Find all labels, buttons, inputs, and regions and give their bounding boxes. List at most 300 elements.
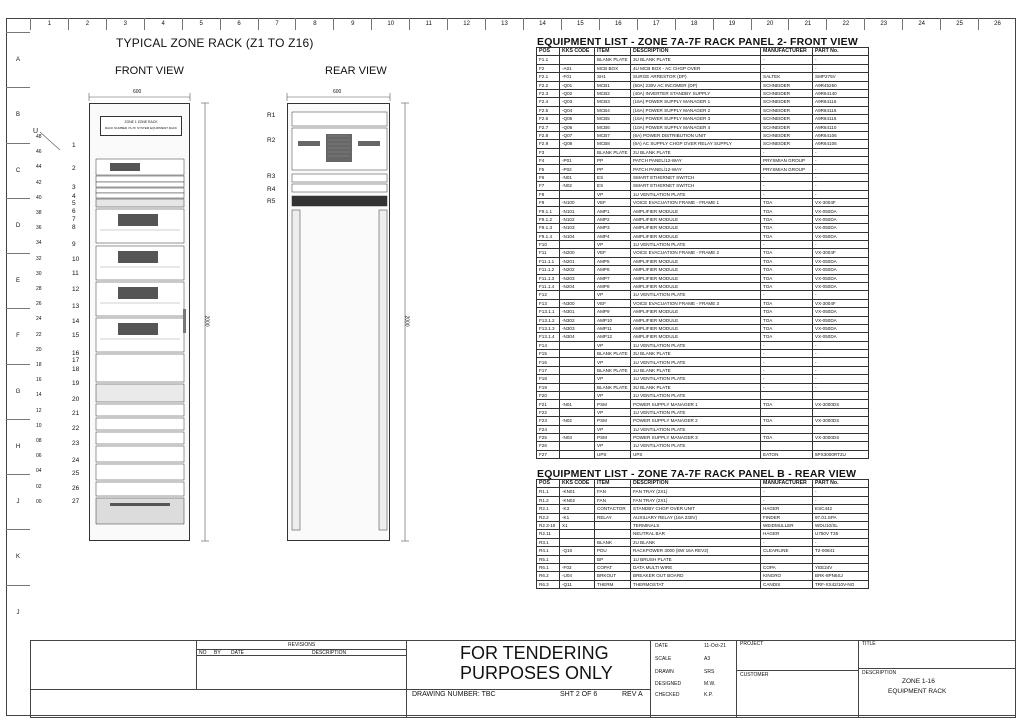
table-cell: F22 <box>537 408 560 416</box>
table-cell: R2.2 <box>537 513 560 521</box>
table-cell: R6.2 <box>537 572 560 580</box>
table-cell: F13.1.3 <box>537 324 560 332</box>
table-cell: - <box>761 64 813 72</box>
table-cell: F21 <box>537 400 560 408</box>
table-cell: - <box>813 56 869 64</box>
table-cell: -Q08 <box>560 140 595 148</box>
u-scale-tick: 48 <box>36 134 42 140</box>
table-cell: BLANK PLATE <box>595 148 631 156</box>
table-cell: -KN01 <box>560 488 595 496</box>
table-cell: F8 <box>537 190 560 198</box>
table-cell: VP <box>595 408 631 416</box>
table-cell: F24 <box>537 425 560 433</box>
column-header: KKS CODE <box>560 480 595 488</box>
u-scale-tick: 08 <box>36 438 42 444</box>
u-scale-tick: 04 <box>36 468 42 475</box>
front-position-number: 3 <box>72 184 76 191</box>
table-row <box>537 89 869 97</box>
table-cell: AMP11 <box>595 324 631 332</box>
table-row <box>537 450 869 458</box>
table-row <box>537 316 869 324</box>
column-header: POS <box>537 480 560 488</box>
table-cell <box>813 408 869 416</box>
table-cell <box>761 425 813 433</box>
table-cell: 3U BLANK PLATE <box>631 56 761 64</box>
table-cell: VX-050DA <box>813 232 869 240</box>
grid-column-number: 12 <box>447 18 485 30</box>
u-scale-tick: 06 <box>36 453 42 460</box>
table-cell: F2.5 <box>537 106 560 114</box>
front-position-number: 13 <box>72 303 80 310</box>
table-cell: F7 <box>537 182 560 190</box>
table-cell: BREAKER OUT BOARD <box>631 572 761 580</box>
table-cell: AMP8 <box>595 282 631 290</box>
table-cell: F9 <box>537 199 560 207</box>
table-cell: R5.1 <box>537 555 560 563</box>
table-cell: A9R45250 <box>813 81 869 89</box>
table-cell <box>560 530 595 538</box>
grid-column-number: 10 <box>371 18 409 30</box>
table-row <box>537 425 869 433</box>
table-cell: 4U MCB BOX - AC CHGP OVER <box>631 64 761 72</box>
table-cell: PATCH PANEL/12-WAY <box>631 165 761 173</box>
table-cell <box>595 530 631 538</box>
u-scale-tick: 46 <box>36 149 42 156</box>
table-cell: AMPLIFIER MODULE <box>631 308 761 316</box>
table-row <box>537 505 869 513</box>
u-scale-tick: 32 <box>36 255 42 262</box>
table-cell: COPAT <box>595 563 631 571</box>
table-cell <box>560 350 595 358</box>
table-row <box>537 521 869 529</box>
table-row <box>537 249 869 257</box>
column-header: KKS CODE <box>560 48 595 56</box>
table-cell: MCB3 <box>595 98 631 106</box>
table-cell: F23 <box>537 417 560 425</box>
table-cell: PSM <box>595 433 631 441</box>
table-row <box>537 513 869 521</box>
table-cell: 1U VENTILATION PLATE <box>631 408 761 416</box>
table-cell: - <box>813 182 869 190</box>
table-cell: ES <box>595 173 631 181</box>
table-row <box>537 530 869 538</box>
table-cell: VP <box>595 291 631 299</box>
table-cell: TOA <box>761 324 813 332</box>
table-cell: VP <box>595 240 631 248</box>
grid-row-letter: H <box>6 419 30 474</box>
table-cell: (6A) POWER DISTRIBUTION UNIT <box>631 131 761 139</box>
table-cell: R4.1 <box>537 547 560 555</box>
revisions-label: REVISIONS <box>288 642 316 648</box>
table-cell: F12 <box>537 291 560 299</box>
table-cell: AMP6 <box>595 266 631 274</box>
tender-line-2: PURPOSES ONLY <box>460 663 613 683</box>
front-height-dim: 2000 <box>203 315 210 327</box>
table-cell: PSM <box>595 400 631 408</box>
table-cell: F2.8 <box>537 131 560 139</box>
table-cell: 1U VENTILATION PLATE <box>631 442 761 450</box>
table-cell: F16 <box>537 358 560 366</box>
table-cell: EATON <box>761 450 813 458</box>
table-cell: VX-3000DS <box>813 417 869 425</box>
table-cell: F25 <box>537 433 560 441</box>
table-row <box>537 547 869 555</box>
table-cell: POWER SUPPLY MANAGER 3 <box>631 433 761 441</box>
table-row <box>537 207 869 215</box>
table-row <box>537 199 869 207</box>
table-cell: 2U BLANK <box>631 538 761 546</box>
table-cell: AMPLIFIER MODULE <box>631 215 761 223</box>
table-cell: MCB5 <box>595 115 631 123</box>
table-cell: AMPLIFIER MODULE <box>631 316 761 324</box>
table-cell: F3 <box>537 148 560 156</box>
table-cell: POWER SUPPLY MANAGER 1 <box>631 400 761 408</box>
table-cell: - <box>761 375 813 383</box>
table-cell: -P01 <box>560 157 595 165</box>
table-cell <box>560 555 595 563</box>
table-cell: TOA <box>761 400 813 408</box>
table-cell: AMP4 <box>595 232 631 240</box>
table-cell: MCB4 <box>595 106 631 114</box>
customer-label: CUSTOMER <box>740 672 769 678</box>
table-cell: AMPLIFIER MODULE <box>631 232 761 240</box>
table-cell: - <box>813 538 869 546</box>
front-rack-label-sub: RACK NUMBER 7A-7F SYSTEM EQUIPMENT RACK <box>104 126 178 130</box>
front-position-number: 1 <box>72 142 76 149</box>
grid-column-number: 16 <box>599 18 637 30</box>
drawing-number: DRAWING NUMBER: TBC <box>412 691 496 698</box>
table-row <box>537 140 869 148</box>
table-cell: VX-050DA <box>813 324 869 332</box>
table-cell: 1U BLANK PLATE <box>631 366 761 374</box>
table-row <box>537 538 869 546</box>
table-cell: VX-050DA <box>813 266 869 274</box>
table-cell: PDU <box>595 547 631 555</box>
table-cell: -N204 <box>560 282 595 290</box>
date-value: 11-Oct-21 <box>704 643 726 649</box>
table-cell: R2.3-10 <box>537 521 560 529</box>
table-cell: -N02 <box>560 182 595 190</box>
rear-rack <box>287 103 390 541</box>
table-cell: VX-050DA <box>813 282 869 290</box>
grid-column-number: 22 <box>826 18 864 30</box>
table-cell: (50A) 230V AC INCOMER (DP) <box>631 81 761 89</box>
table-cell: T2-00841 <box>813 547 869 555</box>
table-row <box>537 496 869 504</box>
table-row <box>537 106 869 114</box>
table-cell: VX-050DA <box>813 274 869 282</box>
checked-value: K.P. <box>704 692 713 698</box>
table-cell <box>560 358 595 366</box>
front-position-number: 4 <box>72 193 76 200</box>
description-line-1: ZONE 1-16 <box>902 678 935 685</box>
sheet-number: SHT 2 OF 6 <box>560 691 598 698</box>
table-cell <box>813 442 869 450</box>
table-cell: CLEARLINE <box>761 547 813 555</box>
table-cell: -N03 <box>560 433 595 441</box>
front-position-number: 23 <box>72 440 80 447</box>
designed-label: DESIGNED <box>655 681 682 687</box>
table-cell: AMP12 <box>595 333 631 341</box>
table-cell: F13.1.4 <box>537 333 560 341</box>
table-cell: VX-3000DS <box>813 433 869 441</box>
table-cell <box>560 240 595 248</box>
table-cell: R6.3 <box>537 580 560 588</box>
u-scale-tick: 00 <box>36 498 42 505</box>
table-cell: MCB BOX <box>595 64 631 72</box>
table-cell: 5PX3000RT2U <box>813 450 869 458</box>
table-cell: TOA <box>761 308 813 316</box>
table-cell: SCHNEIDER <box>761 81 813 89</box>
u-scale-tick: 10 <box>36 422 42 429</box>
front-position-number: 19 <box>72 380 80 387</box>
table-cell: -P02 <box>560 165 595 173</box>
table-cell: VP <box>595 190 631 198</box>
table-cell: VEF <box>595 299 631 307</box>
table-cell: TOA <box>761 232 813 240</box>
table-row <box>537 131 869 139</box>
table-row <box>537 73 869 81</box>
table-cell: (16A) POWER SUPPLY MANAGER 1 <box>631 98 761 106</box>
u-scale-tick: 12 <box>36 407 42 414</box>
table-cell <box>560 375 595 383</box>
grid-column-number: 15 <box>561 18 599 30</box>
table-cell: BLANK PLATE <box>595 56 631 64</box>
table-cell <box>761 442 813 450</box>
column-header: PART No. <box>813 48 869 56</box>
front-position-number: 2 <box>72 165 76 172</box>
u-scale-tick: 14 <box>36 392 42 399</box>
table-cell: BLANK PLATE <box>595 366 631 374</box>
table-cell: SCHNEIDER <box>761 106 813 114</box>
table-cell: VOICE EVACUATION FRAME - FRAME 3 <box>631 299 761 307</box>
table-cell: (10A) POWER SUPPLY MANAGER 4 <box>631 123 761 131</box>
table-cell: AMPLIFIER MODULE <box>631 324 761 332</box>
table-cell: F2.3 <box>537 89 560 97</box>
grid-column-number: 23 <box>864 18 902 30</box>
table-cell: U750V T35 <box>813 530 869 538</box>
front-position-number: 11 <box>72 270 79 277</box>
table-cell: VX-050DA <box>813 333 869 341</box>
table-cell: BP <box>595 555 631 563</box>
table-cell: TOA <box>761 199 813 207</box>
table-cell: F2.9 <box>537 140 560 148</box>
table-cell: BRK-8PN6SJ <box>813 572 869 580</box>
u-scale-tick: 28 <box>36 286 42 292</box>
rear-position-number: R2 <box>267 137 276 144</box>
table-cell: R2.1 <box>537 505 560 513</box>
table-cell: RACKPOWER 3000 (8W 16A REV2) <box>631 547 761 555</box>
table-row <box>537 408 869 416</box>
checked-label: CHECKED <box>655 692 680 698</box>
front-position-number: 12 <box>72 286 80 293</box>
grid-column-number: 13 <box>485 18 523 30</box>
table-cell: F2.7 <box>537 123 560 131</box>
table-cell: -Q01 <box>560 81 595 89</box>
table-cell: -N303 <box>560 324 595 332</box>
table-cell: - <box>761 538 813 546</box>
table-cell: AMP1 <box>595 207 631 215</box>
grid-column-number: 5 <box>182 18 220 30</box>
table-row <box>537 148 869 156</box>
grid-column-number: 21 <box>788 18 826 30</box>
table-cell: AMP9 <box>595 308 631 316</box>
grid-row-letter: F <box>6 308 30 363</box>
table-cell: TOA <box>761 215 813 223</box>
table-cell: -N103 <box>560 224 595 232</box>
table-cell: AMPLIFIER MODULE <box>631 266 761 274</box>
table-cell: -U04 <box>560 572 595 580</box>
table-cell: AMPLIFIER MODULE <box>631 274 761 282</box>
table-cell: - <box>761 383 813 391</box>
table-cell: HAGER <box>761 505 813 513</box>
table-cell: 2U BLANK PLATE <box>631 148 761 156</box>
front-position-number: 18 <box>72 366 80 373</box>
table-cell: -N102 <box>560 215 595 223</box>
table-cell: - <box>813 496 869 504</box>
table-cell: F13.1.2 <box>537 316 560 324</box>
grid-column-number: 4 <box>144 18 182 30</box>
table-row <box>537 417 869 425</box>
front-view-label: FRONT VIEW <box>115 65 184 77</box>
table-cell: - <box>813 157 869 165</box>
table-cell: CANDIS <box>761 580 813 588</box>
table-cell: UPS <box>595 450 631 458</box>
table-row <box>537 56 869 64</box>
table-cell: F2.4 <box>537 98 560 106</box>
table-cell: F13.1.1 <box>537 308 560 316</box>
table-cell: STANDBY CHGP OVER UNIT <box>631 505 761 513</box>
table-cell: VX-050DA <box>813 215 869 223</box>
table-cell: F19 <box>537 383 560 391</box>
table-row <box>537 182 869 190</box>
u-scale-tick: 20 <box>36 346 42 353</box>
table-cell: VX-050DA <box>813 224 869 232</box>
scale-value: A3 <box>704 656 711 662</box>
table-cell: - <box>813 148 869 156</box>
table-cell: A9R64106 <box>813 140 869 148</box>
table-cell: - <box>761 56 813 64</box>
table-cell: -N202 <box>560 266 595 274</box>
table-cell: -K1 <box>560 513 595 521</box>
table-cell: 3U BLANK PLATE <box>631 383 761 391</box>
table-cell <box>560 291 595 299</box>
table-cell: CONTACTOR <box>595 505 631 513</box>
table-cell: WEIDMULLER <box>761 521 813 529</box>
description-label: DESCRIPTION <box>862 670 897 676</box>
table-cell: VX-050DA <box>813 257 869 265</box>
table-cell: 1U VENTILATION PLATE <box>631 425 761 433</box>
table-cell: - <box>761 358 813 366</box>
table-cell: - <box>813 366 869 374</box>
table-cell: SALTEK <box>761 73 813 81</box>
table-row <box>537 333 869 341</box>
grid-row-letter: J <box>6 474 30 529</box>
table-cell <box>560 56 595 64</box>
table-cell: - <box>761 182 813 190</box>
table-cell: SCHNEIDER <box>761 89 813 97</box>
grid-row-letter: K <box>6 529 30 584</box>
front-rack-equipment <box>90 104 191 542</box>
revision-header: DESCRIPTION <box>312 650 347 656</box>
table-cell: 1U BRUSH PLATE <box>631 555 761 563</box>
grid-column-number: 18 <box>675 18 713 30</box>
project-label: PROJECT <box>740 641 764 647</box>
drawn-label: DRAWN <box>655 669 674 675</box>
table-cell: -Q11 <box>560 580 595 588</box>
table-cell: VP <box>595 442 631 450</box>
front-equipment-table <box>536 47 869 459</box>
table-cell: SCHNEIDER <box>761 98 813 106</box>
front-position-number: 5 <box>72 200 76 207</box>
table-cell <box>560 366 595 374</box>
grid-column-number: 3 <box>106 18 144 30</box>
table-cell: -N201 <box>560 257 595 265</box>
grid-column-number: 7 <box>258 18 296 30</box>
table-cell: 1U VENTILATION PLATE <box>631 358 761 366</box>
grid-column-number: 11 <box>409 18 447 30</box>
table-cell: PRYSMIAN GROUP <box>761 165 813 173</box>
table-cell: TOA <box>761 224 813 232</box>
table-cell: MCB6 <box>595 123 631 131</box>
table-cell: KINGRO <box>761 572 813 580</box>
u-scale-tick: 18 <box>36 362 42 368</box>
table-row <box>537 190 869 198</box>
revision-header: NO <box>199 650 207 656</box>
revision-header: DATE <box>231 650 244 656</box>
table-cell: VOICE EVACUATION FRAME - FRAME 1 <box>631 199 761 207</box>
table-cell: TOA <box>761 282 813 290</box>
table-cell: PP <box>595 165 631 173</box>
table-cell <box>560 425 595 433</box>
table-cell: - <box>761 366 813 374</box>
table-cell: WDU10/SL <box>813 521 869 529</box>
u-scale-tick: 40 <box>36 194 42 201</box>
table-cell: -Q04 <box>560 106 595 114</box>
table-cell: -N100 <box>560 199 595 207</box>
table-cell: COPA <box>761 563 813 571</box>
column-header: DESCRIPTION <box>631 480 761 488</box>
table-row <box>537 173 869 181</box>
table-cell: VX-050DA <box>813 316 869 324</box>
u-marker: U <box>33 128 39 135</box>
table-cell <box>560 148 595 156</box>
table-cell: ESC442 <box>813 505 869 513</box>
grid-row-letter: C <box>6 143 30 198</box>
column-header: DESCRIPTION <box>631 48 761 56</box>
table-cell: AMP3 <box>595 224 631 232</box>
rear-position-number: R3 <box>267 173 276 180</box>
table-cell: - <box>813 190 869 198</box>
table-cell: TOA <box>761 299 813 307</box>
table-cell: F1.1 <box>537 56 560 64</box>
table-cell <box>560 408 595 416</box>
table-row <box>537 257 869 265</box>
table-cell: 1U VENTILATION PLATE <box>631 341 761 349</box>
table-row <box>537 274 869 282</box>
table-cell: MCB7 <box>595 131 631 139</box>
table-cell: VX-3000DS <box>813 400 869 408</box>
table-cell: A9R64116 <box>813 115 869 123</box>
table-cell: -F03 <box>560 563 595 571</box>
front-position-number: 26 <box>72 485 80 492</box>
u-scale-tick: 34 <box>36 240 42 247</box>
table-cell: MCB8 <box>595 140 631 148</box>
table-row <box>537 115 869 123</box>
table-cell: FAN TRAY (2X1) <box>631 496 761 504</box>
table-cell: TOA <box>761 249 813 257</box>
rear-width-dim: 600 <box>333 89 342 95</box>
